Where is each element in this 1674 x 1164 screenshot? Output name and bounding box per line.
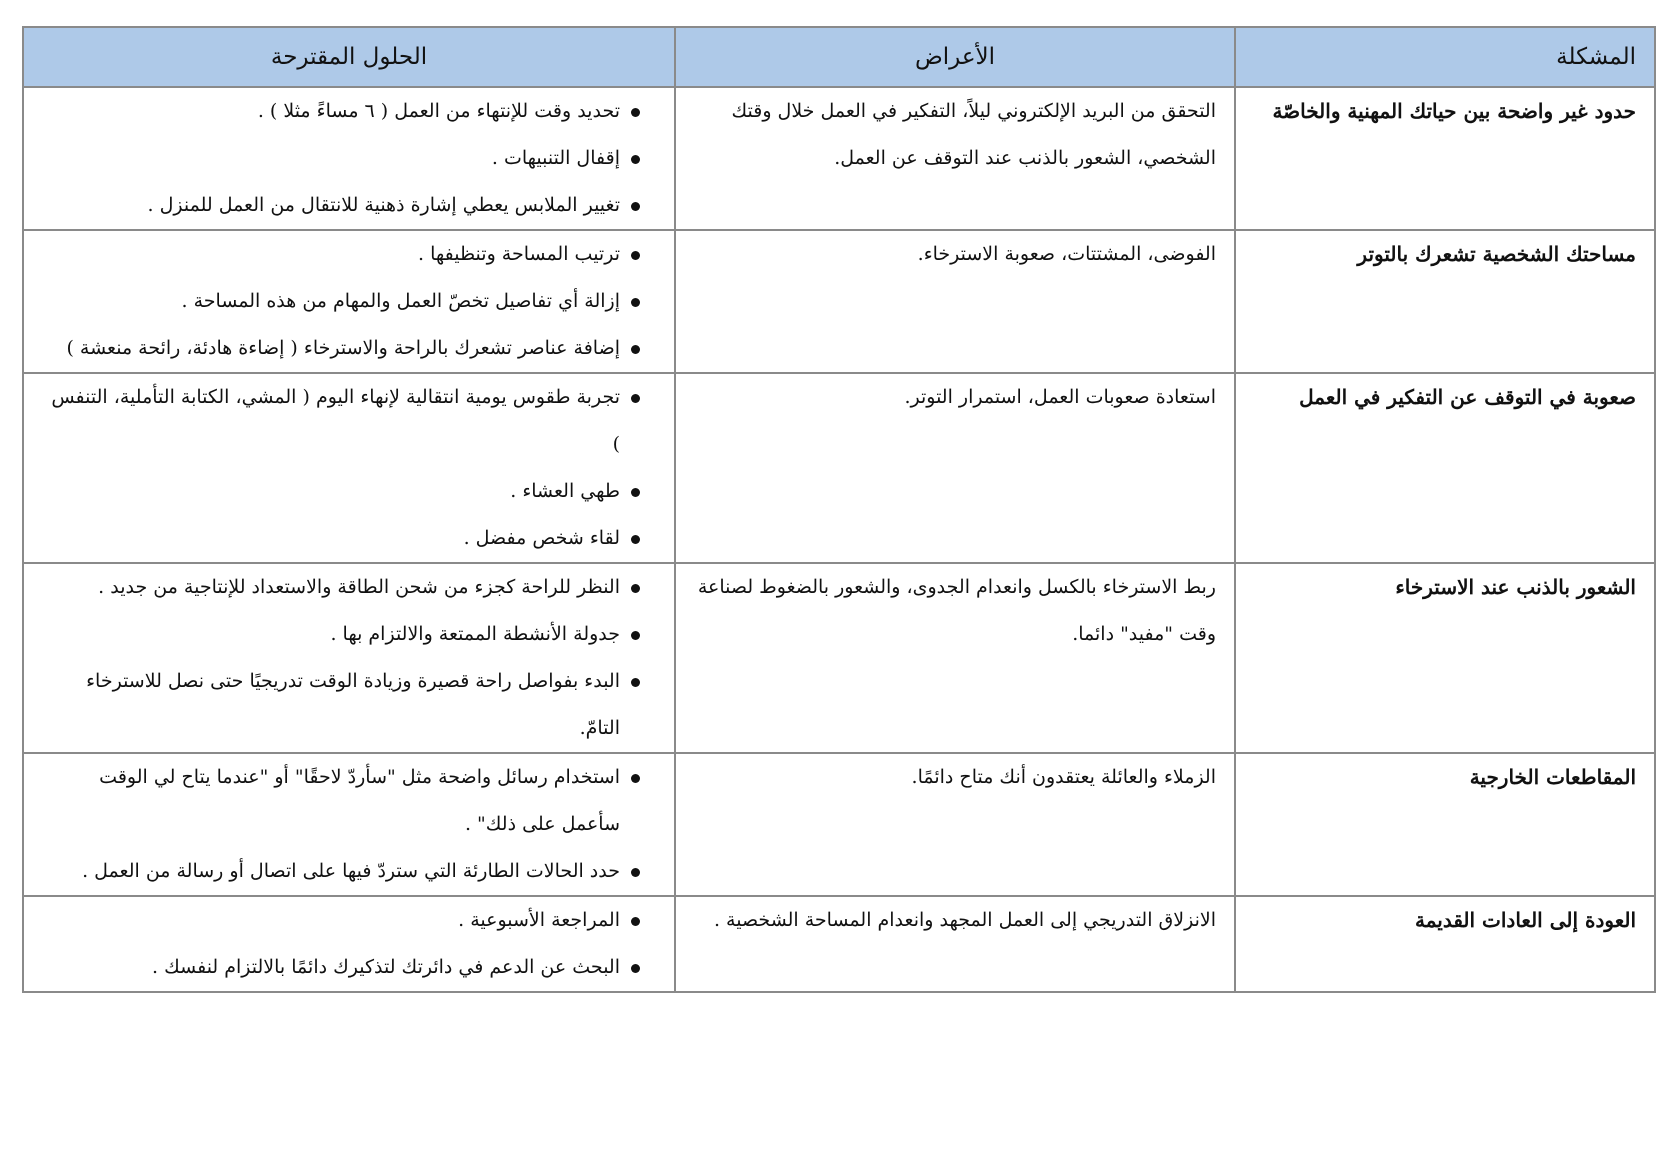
symptoms-cell: الانزلاق التدريجي إلى العمل المجهد وانعدام المساحة الشخصية .	[675, 896, 1235, 992]
table-row	[23, 230, 1655, 373]
solution-text: طهي العشاء .	[510, 480, 620, 502]
solutions-list	[40, 88, 656, 229]
bullet-icon	[631, 394, 640, 403]
bullet-icon	[631, 251, 640, 260]
bullet-icon	[631, 678, 640, 687]
bullet-icon	[631, 202, 640, 211]
list-item	[40, 897, 656, 944]
bullet-icon	[631, 155, 640, 164]
solution-text: استخدام رسائل واضحة مثل "سأردّ لاحقًا" أو "عندما يتاح لي الوقت سأعمل على ذلك" .	[99, 766, 620, 835]
problems-solutions-table	[22, 26, 1656, 993]
table-row	[23, 896, 1655, 992]
solutions-list	[40, 564, 656, 752]
bullet-icon	[631, 108, 640, 117]
list-item	[40, 135, 656, 182]
solutions-list	[40, 897, 656, 991]
bullet-icon	[631, 488, 640, 497]
solutions-cell	[23, 896, 675, 992]
bullet-icon	[631, 964, 640, 973]
bullet-icon	[631, 298, 640, 307]
table-row	[23, 373, 1655, 563]
header-row	[23, 27, 1655, 87]
symptoms-cell: استعادة صعوبات العمل، استمرار التوتر.	[675, 373, 1235, 563]
list-item	[40, 564, 656, 611]
solution-text: المراجعة الأسبوعية .	[458, 909, 620, 931]
list-item	[40, 374, 656, 468]
document-table-container	[22, 26, 1654, 993]
problem-cell: الشعور بالذنب عند الاسترخاء	[1235, 563, 1655, 753]
problem-cell: المقاطعات الخارجية	[1235, 753, 1655, 896]
list-item	[40, 468, 656, 515]
solution-text: تجربة طقوس يومية انتقالية لإنهاء اليوم ( المشي، الكتابة التأملية، التنفس )	[51, 386, 620, 455]
problem-cell: حدود غير واضحة بين حياتك المهنية والخاصّة	[1235, 87, 1655, 230]
solution-text: إقفال التنبيهات .	[491, 147, 620, 169]
solution-text: تغيير الملابس يعطي إشارة ذهنية للانتقال من العمل للمنزل .	[147, 194, 620, 216]
bullet-icon	[631, 917, 640, 926]
solution-text: إضافة عناصر تشعرك بالراحة والاسترخاء ( إضاءة هادئة، رائحة منعشة )	[66, 337, 620, 359]
list-item	[40, 944, 656, 991]
symptoms-cell: ربط الاسترخاء بالكسل وانعدام الجدوى، والشعور بالضغوط لصناعة وقت "مفيد" دائما.	[675, 563, 1235, 753]
list-item	[40, 515, 656, 562]
solution-text: البحث عن الدعم في دائرتك لتذكيرك دائمًا بالالتزام لنفسك .	[152, 956, 620, 978]
list-item	[40, 88, 656, 135]
bullet-icon	[631, 868, 640, 877]
list-item	[40, 182, 656, 229]
symptoms-cell: التحقق من البريد الإلكتروني ليلاً، التفكير في العمل خلال وقتك الشخصي، الشعور بالذنب عند التوقف عن العمل.	[675, 87, 1235, 230]
header-symptoms: الأعراض	[675, 27, 1235, 87]
solutions-cell	[23, 373, 675, 563]
list-item	[40, 848, 656, 895]
solutions-list	[40, 374, 656, 562]
solutions-list	[40, 231, 656, 372]
problem-cell: صعوبة في التوقف عن التفكير في العمل	[1235, 373, 1655, 563]
list-item	[40, 231, 656, 278]
table-body	[23, 87, 1655, 992]
solutions-cell	[23, 563, 675, 753]
header-solutions: الحلول المقترحة	[23, 27, 675, 87]
bullet-icon	[631, 774, 640, 783]
solution-text: إزالة أي تفاصيل تخصّ العمل والمهام من هذه المساحة .	[181, 290, 620, 312]
bullet-icon	[631, 535, 640, 544]
symptoms-cell: الفوضى، المشتتات، صعوبة الاسترخاء.	[675, 230, 1235, 373]
bullet-icon	[631, 345, 640, 354]
solution-text: لقاء شخص مفضل .	[463, 527, 620, 549]
solution-text: حدد الحالات الطارئة التي ستردّ فيها على اتصال أو رسالة من العمل .	[82, 860, 620, 882]
solution-text: النظر للراحة كجزء من شحن الطاقة والاستعداد للإنتاجية من جديد .	[98, 576, 620, 598]
list-item	[40, 611, 656, 658]
bullet-icon	[631, 631, 640, 640]
solution-text: ترتيب المساحة وتنظيفها .	[417, 243, 620, 265]
solution-text: جدولة الأنشطة الممتعة والالتزام بها .	[330, 623, 620, 645]
list-item	[40, 658, 656, 752]
list-item	[40, 278, 656, 325]
solutions-list	[40, 754, 656, 895]
table-row	[23, 563, 1655, 753]
bullet-icon	[631, 584, 640, 593]
table-row	[23, 753, 1655, 896]
solutions-cell	[23, 230, 675, 373]
solutions-cell	[23, 753, 675, 896]
header-problem: المشكلة	[1235, 27, 1655, 87]
list-item	[40, 325, 656, 372]
solutions-cell	[23, 87, 675, 230]
symptoms-cell: الزملاء والعائلة يعتقدون أنك متاح دائمًا.	[675, 753, 1235, 896]
list-item	[40, 754, 656, 848]
solution-text: تحديد وقت للإنتهاء من العمل ( ٦ مساءً مثلا ) .	[257, 100, 620, 122]
solution-text: البدء بفواصل راحة قصيرة وزيادة الوقت تدريجيًا حتى نصل للاسترخاء التامّ.	[86, 670, 620, 739]
problem-cell: مساحتك الشخصية تشعرك بالتوتر	[1235, 230, 1655, 373]
problem-cell: العودة إلى العادات القديمة	[1235, 896, 1655, 992]
table-row	[23, 87, 1655, 230]
